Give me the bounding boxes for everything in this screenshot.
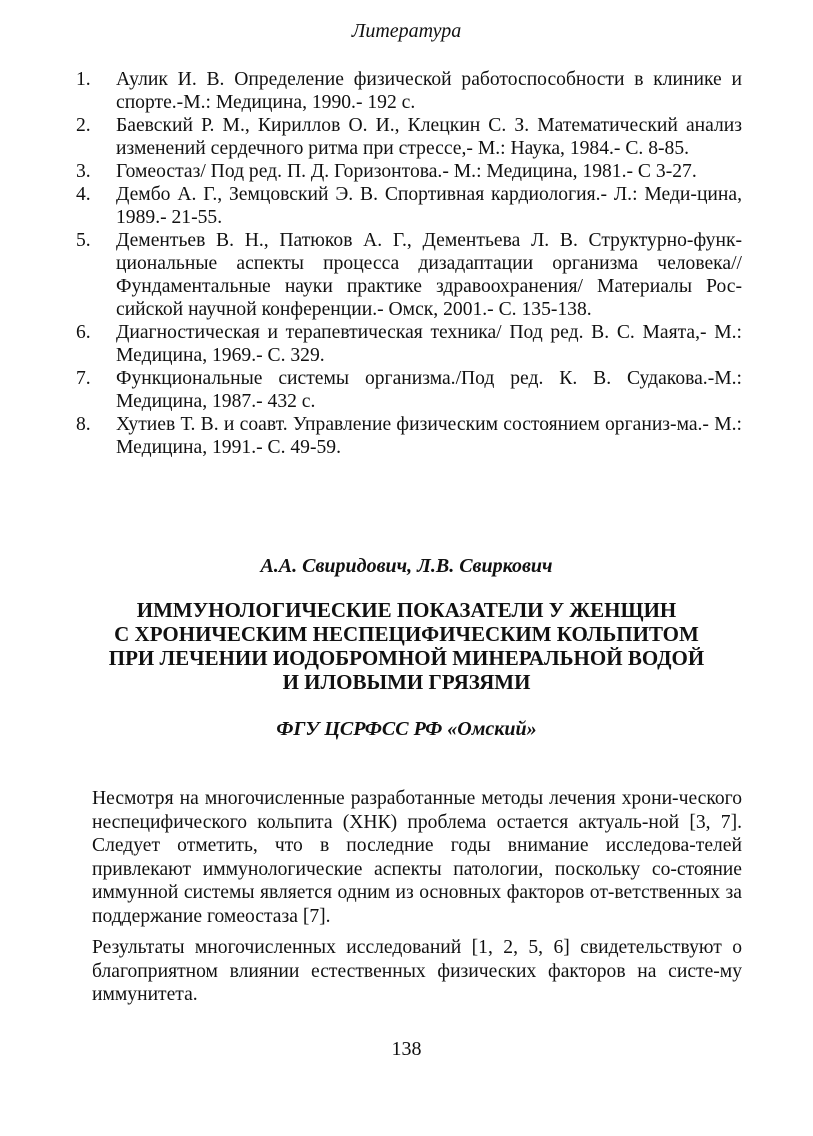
reference-item xyxy=(76,321,742,367)
reference-item xyxy=(76,183,742,229)
article-title-line: С ХРОНИЧЕСКИМ НЕСПЕЦИФИЧЕСКИМ КОЛЬПИТОМ xyxy=(114,622,699,646)
reference-item xyxy=(76,367,742,413)
page-number: 138 xyxy=(391,1038,422,1060)
reference-item xyxy=(76,114,742,160)
article-title xyxy=(90,598,723,694)
reference-number: 5. xyxy=(76,230,91,251)
reference-text: Хутиев Т. В. и соавт. Управление физическим состоянием организ-ма.- М.: Медицина, 1991.- С. 49-59. xyxy=(116,414,742,458)
reference-number: 1. xyxy=(76,69,91,90)
reference-item xyxy=(76,160,742,183)
reference-text: Дембо А. Г., Земцовский Э. В. Спортивная кардиология.- Л.: Меди-цина, 1989.- 21-55. xyxy=(116,184,742,228)
article-title-line: ИММУНОЛОГИЧЕСКИЕ ПОКАЗАТЕЛИ У ЖЕНЩИН xyxy=(136,598,677,622)
article-authors: А.А. Свиридович, Л.В. Свиркович xyxy=(260,555,553,577)
reference-number: 7. xyxy=(76,368,91,389)
reference-item xyxy=(76,229,742,321)
reference-number: 4. xyxy=(76,184,91,205)
reference-item xyxy=(76,413,742,459)
reference-number: 2. xyxy=(76,115,91,136)
reference-list xyxy=(76,68,742,459)
article-affiliation: ФГУ ЦСРФСС РФ «Омский» xyxy=(276,718,537,740)
article-title-line: И ИЛОВЫМИ ГРЯЗЯМИ xyxy=(282,670,531,694)
body-paragraph: Результаты многочисленных исследований [1, 2, 5, 6] свидетельствуют о благоприятном влиянии естественных физических факторов на систе-му иммунитета. xyxy=(92,937,742,1005)
article-title-line: ПРИ ЛЕЧЕНИИ ИОДОБРОМНОЙ МИНЕРАЛЬНОЙ ВОДОЙ xyxy=(108,646,705,670)
reference-text: Дементьев В. Н., Патюков А. Г., Дементьева Л. В. Структурно-функ-циональные аспекты процесса дизадаптации организма человека// Фундаментальные науки практике здравоохранения/ Материалы Рос-сийской научной конференции.- Омск, 2001.- С. 135-138. xyxy=(116,230,742,320)
reference-number: 3. xyxy=(76,161,91,182)
article-body xyxy=(92,787,742,1015)
body-paragraph: Несмотря на многочисленные разработанные методы лечения хрони-ческого неспецифического кольпита (ХНК) проблема остается актуаль-ной [3, 7]. Следует отметить, что в последние годы внимание исследова-телей привлекают иммунологические аспекты патологии, поскольку со-стояние иммунной системы является одним из основных факторов от-ветственных за поддержание гомеостаза [7]. xyxy=(92,788,742,927)
reference-text: Аулик И. В. Определение физической работоспособности в клинике и спорте.-М.: Медицина, 1990.- 192 с. xyxy=(116,69,742,113)
reference-text: Функциональные системы организма./Под ред. К. В. Судакова.-М.: Медицина, 1987.- 432 с. xyxy=(116,368,742,412)
running-head: Литература xyxy=(351,20,462,42)
reference-number: 6. xyxy=(76,322,91,343)
reference-item xyxy=(76,68,742,114)
reference-text: Диагностическая и терапевтическая техника/ Под ред. В. С. Маята,- М.: Медицина, 1969.- С. 329. xyxy=(116,322,742,366)
reference-text: Баевский Р. М., Кириллов О. И., Клецкин С. З. Математический анализ изменений сердечного ритма при стрессе,- М.: Наука, 1984.- С. 8-85. xyxy=(116,115,742,159)
reference-number: 8. xyxy=(76,414,91,435)
reference-text: Гомеостаз/ Под ред. П. Д. Горизонтова.- М.: Медицина, 1981.- С 3-27. xyxy=(116,161,697,182)
